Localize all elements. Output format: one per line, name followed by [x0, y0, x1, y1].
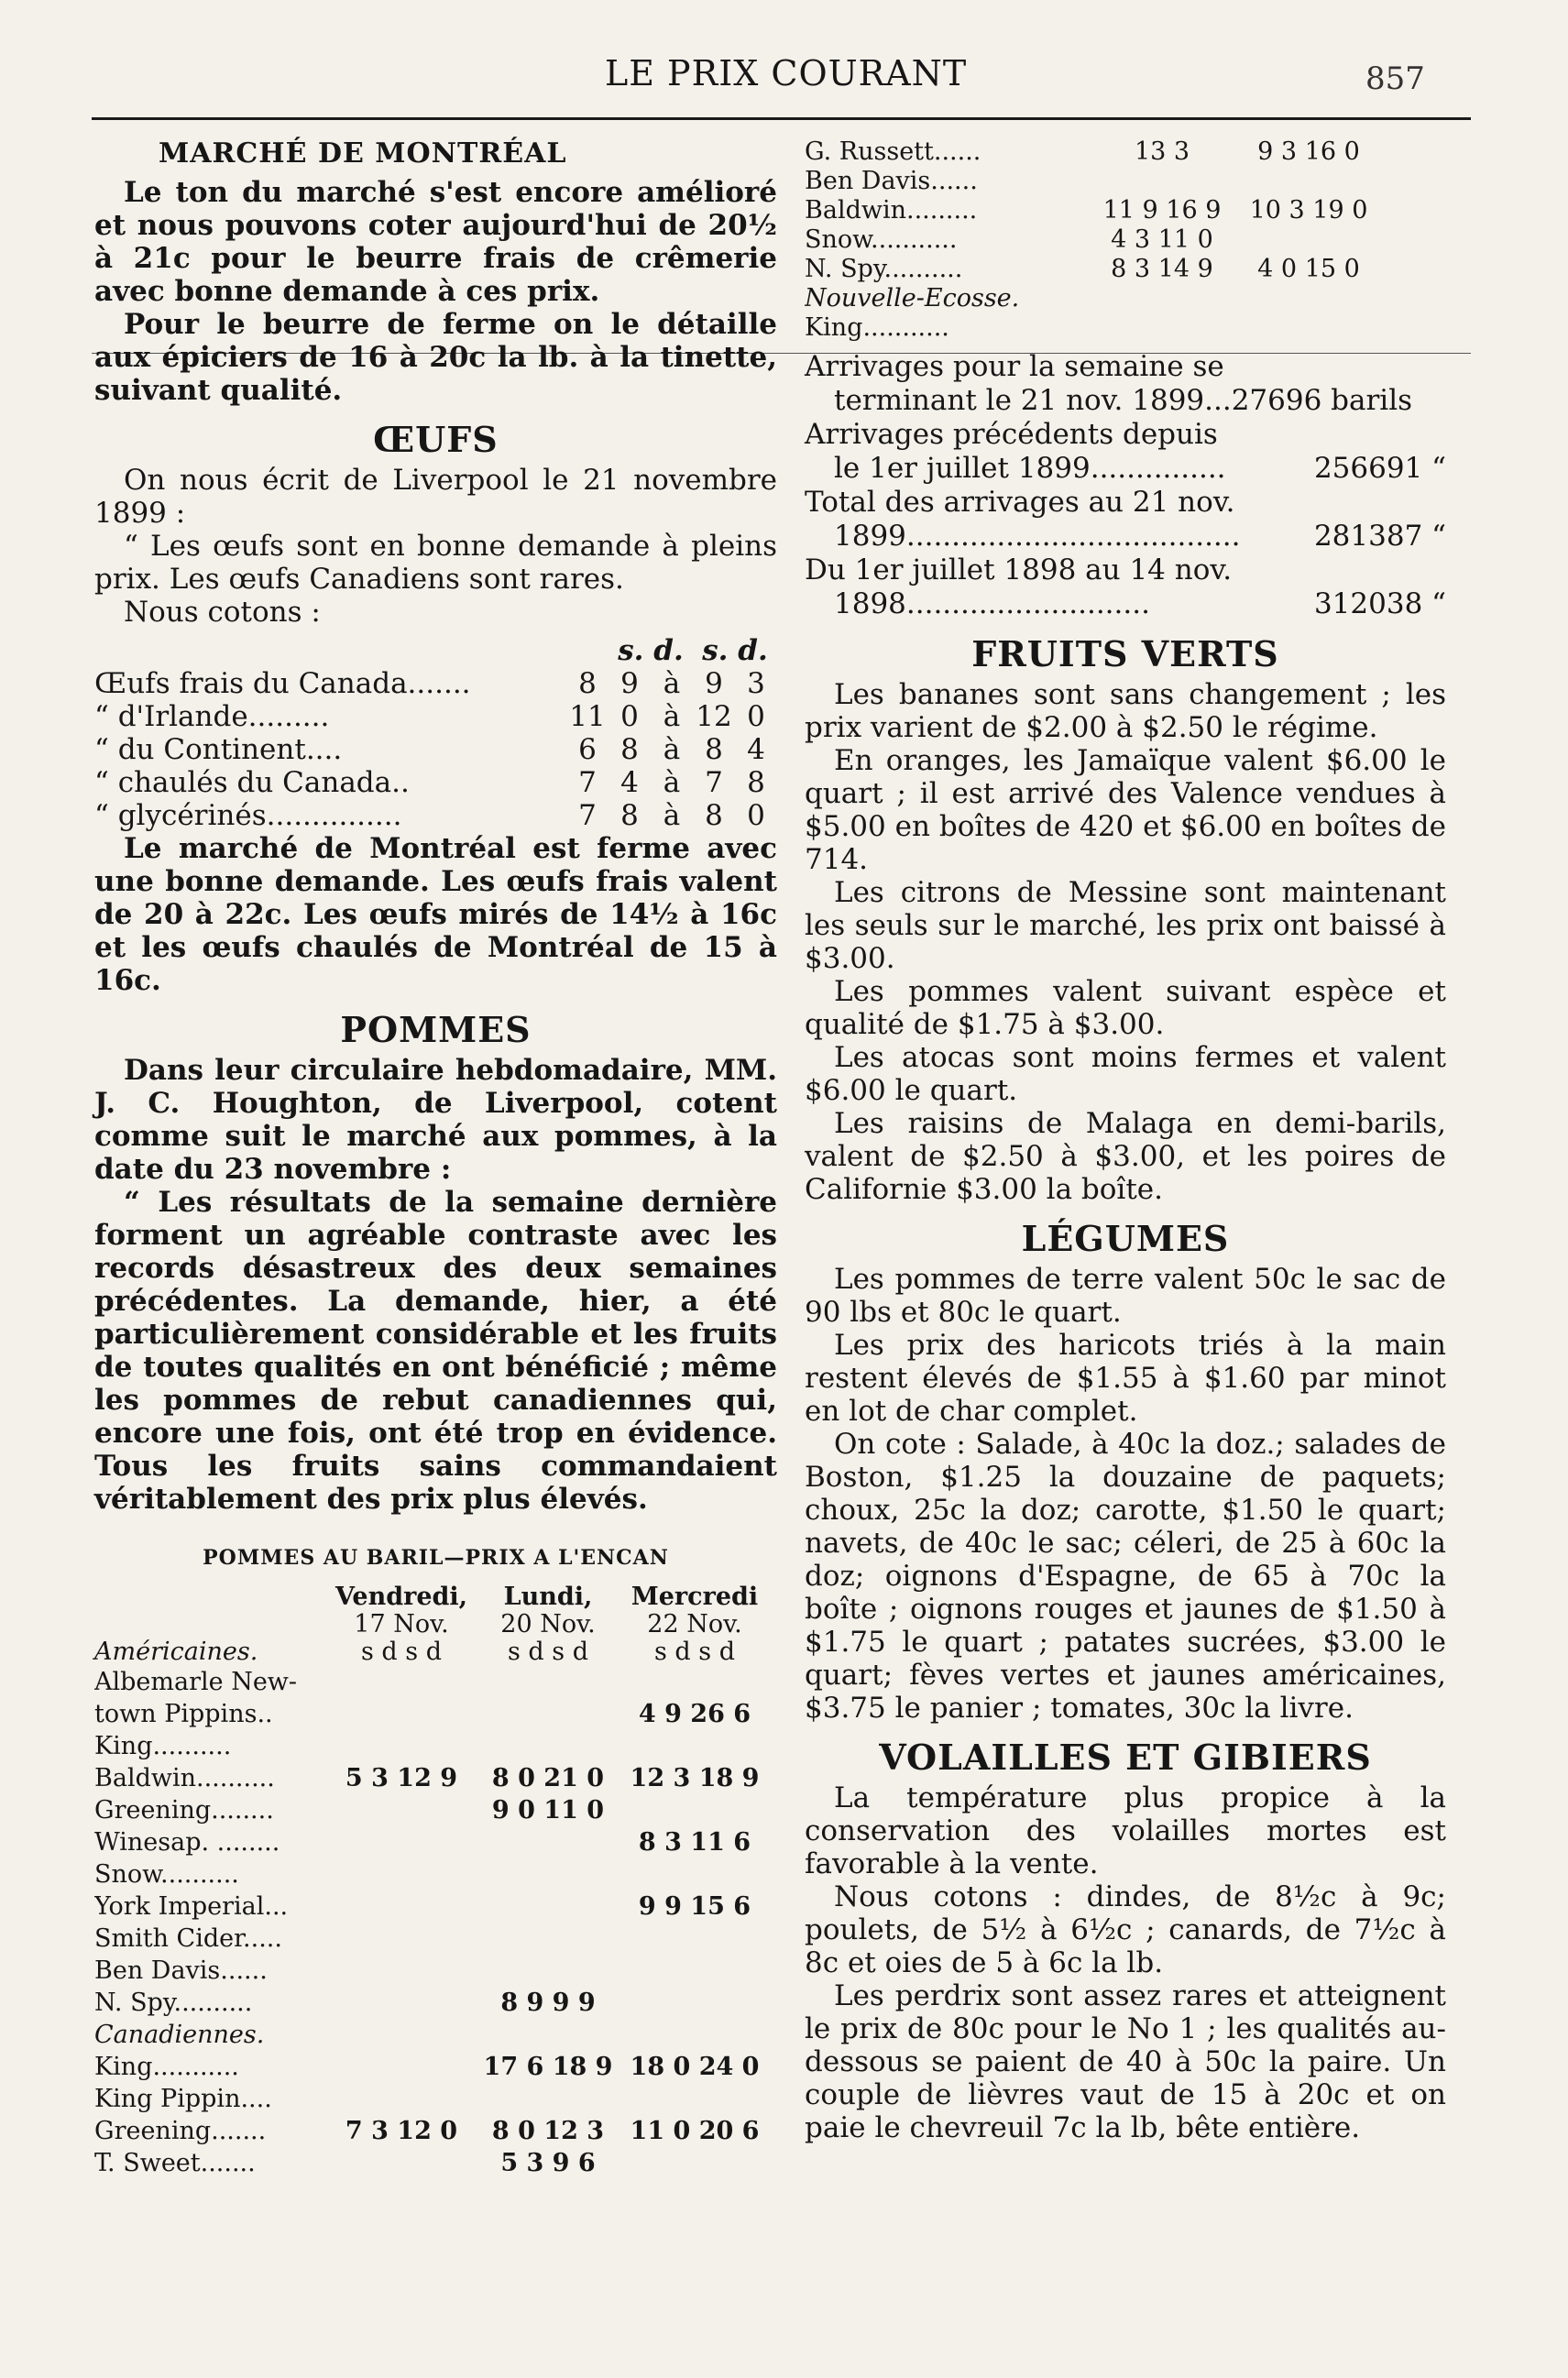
arrivals-line: [805, 553, 1446, 587]
price-cell: 17 6 18 9: [483, 2053, 613, 2081]
header-rule: [92, 117, 1471, 120]
price-cell: 12 3 18 9: [630, 1764, 760, 1792]
apples-table-days: [94, 1584, 777, 1611]
price-cell: [475, 2083, 621, 2115]
eggs-units-header: [94, 634, 777, 667]
price-cell: [328, 1826, 475, 1858]
arrivals-line: [805, 520, 1446, 553]
apple-variety: Ben Davis......: [805, 167, 978, 195]
arrivals-text: 1898...........................: [834, 587, 1150, 620]
eggs-unit: s. d.: [618, 634, 684, 667]
legumes-paragraphs: [805, 1263, 1446, 1725]
price-cell: [621, 1955, 768, 1987]
apples-heading: POMMES: [340, 1009, 532, 1050]
table-row: [94, 1987, 777, 2019]
price-cell: [621, 1858, 768, 1890]
egg-value: 4: [747, 733, 765, 766]
price-cell: 13 3: [1134, 137, 1190, 166]
price-cell: [1089, 167, 1235, 196]
apple-variety: Greening.......: [94, 2117, 267, 2145]
egg-value: 8: [705, 733, 723, 766]
price-cell: 4 3 11 0: [1111, 225, 1213, 254]
egg-value: 3: [747, 667, 765, 700]
price-cell: [1235, 225, 1382, 255]
fruits-paragraphs: [805, 678, 1446, 1206]
legumes-paragraph: On cote : Salade, à 40c la doz.; salades de Boston, $1.25 la douzaine de paquets; choux, 25c la doz; carotte, $1.50 le quart; navets, de 40c le sac; céleri, de 25 à 60c la doz; oignons d'Espagne, de 65 à 70c la boîte ; oignons rouges et jaunes de $1.50 à $1.75 le quart ; patates sucrées, $3.00 le quart; fèves vertes et jaunes américaines, $3.75 le panier ; tomates, 30c la livre.: [805, 1428, 1446, 1725]
price-cell: [328, 1858, 475, 1890]
apple-variety: T. Sweet.......: [94, 2149, 256, 2177]
fruits-heading: FRUITS VERTS: [971, 633, 1279, 674]
egg-value: à: [663, 700, 681, 733]
apple-variety: King...........: [94, 2053, 239, 2081]
egg-price-row: [94, 700, 777, 733]
egg-value: 7: [578, 799, 597, 832]
arrivals-line: [805, 587, 1446, 621]
nouvelle-ecosse-text: Nouvelle-Ecosse.: [805, 284, 1020, 312]
fruits-paragraph: Les bananes sont sans changement ; les prix varient de $2.00 à $2.50 le régime.: [805, 678, 1446, 744]
table-row: [94, 2115, 777, 2147]
eggs-price-list: [94, 667, 777, 832]
eggs-intro: On nous écrit de Liverpool le 21 novembre 1899 :: [94, 464, 777, 530]
legumes-paragraph: Les pommes de terre valent 50c le sac de 90 lbs et 80c le quart.: [805, 1263, 1446, 1329]
table-unit: s d s d: [507, 1638, 589, 1666]
table-row: [94, 2147, 777, 2179]
apples-table-units: [94, 1638, 777, 1666]
table-row: [94, 1858, 777, 1890]
table-row: [94, 1955, 777, 1987]
price-cell: [328, 1923, 475, 1955]
price-cell: 8 9 9 9: [500, 1989, 596, 2017]
table-date: 20 Nov.: [500, 1610, 596, 1638]
price-cell: [475, 1923, 621, 1955]
price-cell: 11 9 16 9: [1102, 196, 1222, 225]
table-day: Lundi,: [503, 1583, 593, 1611]
price-cell: 9 3 16 0: [1257, 137, 1360, 166]
arrivals-value: 281387 “: [1313, 520, 1446, 553]
price-cell: [328, 1955, 475, 1987]
price-cell: [621, 2083, 768, 2115]
price-cell: [621, 1730, 768, 1762]
apple-variety: York Imperial...: [94, 1892, 289, 1921]
price-cell: 8 0 12 3: [491, 2117, 605, 2145]
apple-variety: N. Spy..........: [94, 1989, 253, 2017]
price-cell: [1235, 167, 1382, 196]
eggs-paragraph-2: Le marché de Montréal est ferme avec une bonne demande. Les œufs frais valent de 20 à 22c. Les œufs mirés de 14½ à 16c et les œufs chaulés de Montréal de 15 à 16c.: [94, 832, 777, 997]
legumes-paragraph: Les prix des haricots triés à la main restent élevés de $1.55 à $1.60 par minot en lot de char complet.: [805, 1329, 1446, 1428]
egg-price-row: [94, 766, 777, 799]
egg-label: Œufs frais du Canada.......: [94, 667, 471, 700]
americaines-label: Américaines.: [94, 1638, 258, 1666]
egg-value: 6: [578, 733, 597, 766]
egg-label: “ d'Irlande.........: [94, 700, 330, 733]
egg-value: 4: [620, 766, 639, 799]
egg-value: 8: [705, 799, 723, 832]
table-row: [805, 255, 1446, 284]
price-cell: [475, 1698, 621, 1730]
price-cell: [475, 1955, 621, 1987]
canadian-apples-rows: [94, 2051, 777, 2179]
price-cell: 8 0 21 0: [491, 1764, 605, 1792]
price-cell: 4 0 15 0: [1257, 255, 1360, 283]
apple-variety: Baldwin..........: [94, 1764, 275, 1792]
apple-variety: Greening........: [94, 1796, 274, 1825]
egg-value: 9: [705, 667, 723, 700]
price-cell: 7 3 12 0: [345, 2117, 458, 2145]
canadiennes-text: Canadiennes.: [94, 2021, 265, 2049]
arrivals-value: 256691 “: [1313, 452, 1446, 485]
running-title: LE PRIX COURANT: [605, 53, 968, 93]
volailles-paragraph: La température plus propice à la conservation des volailles mortes est favorable à la vente.: [805, 1781, 1446, 1880]
price-cell: 10 3 19 0: [1249, 196, 1368, 225]
apple-variety: Baldwin.........: [805, 196, 978, 225]
price-cell: 9 9 15 6: [638, 1892, 751, 1921]
volailles-paragraphs: [805, 1781, 1446, 2144]
egg-label: “ chaulés du Canada..: [94, 766, 410, 799]
volailles-paragraph: Nous cotons : dindes, de 8½c à 9c; poulets, de 5½ à 6½c ; canards, de 7½c à 8c et oies de 5 à 6c la lb.: [805, 1880, 1446, 1979]
price-cell: [328, 1987, 475, 2019]
price-cell: 5 3 9 6: [500, 2149, 596, 2177]
price-cell: [328, 1730, 475, 1762]
egg-label: “ du Continent....: [94, 733, 343, 766]
egg-value: 11: [569, 700, 606, 733]
market-heading: MARCHÉ DE MONTRÉAL: [159, 137, 567, 170]
arrivals-text: terminant le 21 nov. 1899...27696 barils: [834, 384, 1413, 417]
table-row: [94, 2051, 777, 2083]
american-apples-rows: [94, 1666, 777, 2019]
apple-variety: Smith Cider.....: [94, 1924, 282, 1953]
egg-value: à: [663, 667, 681, 700]
legumes-heading: LÉGUMES: [1021, 1218, 1230, 1259]
page-number: 857: [1365, 60, 1425, 97]
egg-value: 7: [705, 766, 723, 799]
apples-table-dates: [94, 1611, 777, 1638]
price-cell: 11 0 20 6: [630, 2117, 760, 2145]
volailles-heading: VOLAILLES ET GIBIERS: [879, 1737, 1372, 1778]
egg-value: à: [663, 766, 681, 799]
fruits-paragraph: Les pommes valent suivant espèce et qualité de $1.75 à $3.00.: [805, 975, 1446, 1041]
price-cell: 8 3 14 9: [1111, 255, 1213, 283]
price-cell: [328, 2051, 475, 2083]
apple-variety: Snow..........: [94, 1860, 239, 1889]
apples-table-continued: [805, 137, 1446, 284]
price-cell: [328, 2083, 475, 2115]
egg-value: 0: [620, 700, 639, 733]
apple-variety: King Pippin....: [94, 2085, 272, 2113]
arrivals-text: Du 1er juillet 1898 au 14 nov.: [805, 553, 1233, 586]
arrivals-text: Arrivages précédents depuis: [805, 418, 1218, 451]
table-date: 17 Nov.: [354, 1610, 449, 1638]
egg-price-row: [94, 799, 777, 832]
nouvelle-ecosse-label: [805, 284, 1446, 313]
table-row: [94, 1762, 777, 1794]
canadiennes-label: [94, 2019, 777, 2051]
price-cell: [328, 1890, 475, 1923]
arrivals-line: [805, 486, 1446, 520]
price-cell: 4 9 26 6: [638, 1700, 751, 1728]
apple-variety: town Pippins..: [94, 1700, 273, 1728]
apple-variety: Albemarle New-: [94, 1668, 298, 1696]
price-cell: [475, 1666, 621, 1698]
price-cell: 5 3 12 9: [345, 1764, 458, 1792]
volailles-paragraph: Les perdrix sont assez rares et atteignent le prix de 80c pour le No 1 ; les qualités au-dessous se paient de 40 à 50c la paire. Un couple de lièvres vaut de 15 à 20c et on paie le chevreuil 7c la lb, bête entière.: [805, 1979, 1446, 2144]
arrivals-line: [805, 452, 1446, 486]
table-row: [805, 225, 1446, 255]
apples-paragraph-1: Dans leur circulaire hebdomadaire, MM. J. C. Houghton, de Liverpool, cotent comme suit le marché aux pommes, à la date du 23 novembre :: [94, 1054, 777, 1186]
table-row: [805, 196, 1446, 225]
price-cell: [621, 1987, 768, 2019]
price-cell: [621, 1666, 768, 1698]
arrivals-line: [805, 384, 1446, 418]
egg-value: 9: [620, 667, 639, 700]
king-label: King...........: [805, 313, 949, 342]
arrivals-text: le 1er juillet 1899...............: [834, 452, 1226, 485]
fruits-paragraph: Les citrons de Messine sont maintenant les seuls sur le marché, les prix ont baissé à $3.00.: [805, 876, 1446, 975]
egg-value: 8: [578, 667, 597, 700]
egg-label: “ glycérinés...............: [94, 799, 402, 832]
price-cell: [475, 1730, 621, 1762]
arrivals-text: Total des arrivages au 21 nov.: [805, 486, 1235, 519]
egg-value: 7: [578, 766, 597, 799]
price-cell: 18 0 24 0: [630, 2053, 760, 2081]
table-day: Vendredi,: [334, 1583, 468, 1611]
price-cell: [328, 1698, 475, 1730]
table-unit: s d s d: [360, 1638, 443, 1666]
egg-value: 8: [620, 799, 639, 832]
fruits-paragraph: En oranges, les Jamaïque valent $6.00 le quart ; il est arrivé des Valence vendues à $5.00 en boîtes de 420 et $6.00 en boîtes de 714.: [805, 744, 1446, 876]
king-row: [805, 313, 1446, 343]
price-cell: [475, 1858, 621, 1890]
price-cell: 9 0 11 0: [491, 1796, 605, 1825]
price-cell: [328, 1666, 475, 1698]
eggs-unit: s. d.: [702, 634, 768, 667]
price-cell: [621, 1794, 768, 1826]
price-cell: [475, 1826, 621, 1858]
table-row: [94, 1890, 777, 1923]
table-row: [94, 1794, 777, 1826]
fruits-paragraph: Les raisins de Malaga en demi-barils, valent de $2.50 à $3.00, et les poires de Californie $3.00 la boîte.: [805, 1107, 1446, 1206]
eggs-quote: “ Les œufs sont en bonne demande à pleins prix. Les œufs Canadiens sont rares.: [94, 530, 777, 596]
table-row: [805, 167, 1446, 196]
egg-price-row: [94, 667, 777, 700]
table-row: [94, 1826, 777, 1858]
apples-quote: “ Les résultats de la semaine dernière forment un agréable contraste avec les records désastreux des deux semaines précédentes. La demande, hier, a été particulièrement considérable et les fruits de toutes qualités en ont bénéficié ; même les pommes de rebut canadiennes qui, encore une fois, ont été trop en évidence. Tous les fruits sains commandaient véritablement des prix plus élevés.: [94, 1186, 777, 1516]
apple-variety: King..........: [94, 1732, 232, 1760]
right-column: [805, 137, 1446, 2144]
fruits-paragraph: Les atocas sont moins fermes et valent $6.00 le quart.: [805, 1041, 1446, 1107]
price-cell: [621, 2147, 768, 2179]
egg-value: à: [663, 799, 681, 832]
table-day: Mercredi: [630, 1583, 759, 1611]
price-cell: [328, 2147, 475, 2179]
arrivals-text: Arrivages pour la semaine se: [805, 350, 1224, 383]
apple-variety: Ben Davis......: [94, 1956, 268, 1985]
arrivals-line: [805, 418, 1446, 452]
egg-value: 8: [620, 733, 639, 766]
egg-value: à: [663, 733, 681, 766]
arrivals-value: 312038 “: [1313, 587, 1446, 620]
market-paragraph-1: Le ton du marché s'est encore amélioré et nous pouvons coter aujourd'hui de 20½ à 21c pour le beurre frais de crêmerie avec bonne demande à ces prix.: [94, 176, 777, 308]
egg-price-row: [94, 733, 777, 766]
egg-value: 0: [747, 799, 765, 832]
table-date: 22 Nov.: [647, 1610, 742, 1638]
egg-value: 8: [747, 766, 765, 799]
market-paragraph-2: Pour le beurre de ferme on le détaille aux épiciers de 16 à 20c la lb. à la tinette, suivant qualité.: [94, 308, 777, 407]
table-row: [94, 2083, 777, 2115]
left-column: [94, 137, 777, 2179]
table-row: [94, 1666, 777, 1698]
price-cell: [621, 1923, 768, 1955]
page-header: [0, 44, 1568, 108]
price-cell: 8 3 11 6: [638, 1828, 751, 1857]
arrivals-line: [805, 350, 1446, 384]
egg-value: 12: [696, 700, 732, 733]
table-row: [805, 137, 1446, 167]
apple-variety: G. Russett......: [805, 137, 981, 166]
table-row: [94, 1730, 777, 1762]
table-unit: s d s d: [653, 1638, 736, 1666]
table-row: [94, 1923, 777, 1955]
arrivals-block: [805, 350, 1446, 621]
apple-variety: Snow...........: [805, 225, 958, 254]
arrivals-text: 1899.....................................: [834, 520, 1241, 553]
price-cell: [475, 1890, 621, 1923]
eggs-heading: ŒUFS: [373, 419, 499, 460]
apple-variety: N. Spy..........: [805, 255, 963, 283]
price-cell: [328, 1794, 475, 1826]
apple-variety: Winesap. ........: [94, 1828, 280, 1857]
egg-value: 0: [747, 700, 765, 733]
apples-table-caption: POMMES AU BARIL—PRIX A L'ENCAN: [203, 1546, 669, 1570]
eggs-cotons: Nous cotons :: [124, 596, 321, 629]
table-row: [94, 1698, 777, 1730]
